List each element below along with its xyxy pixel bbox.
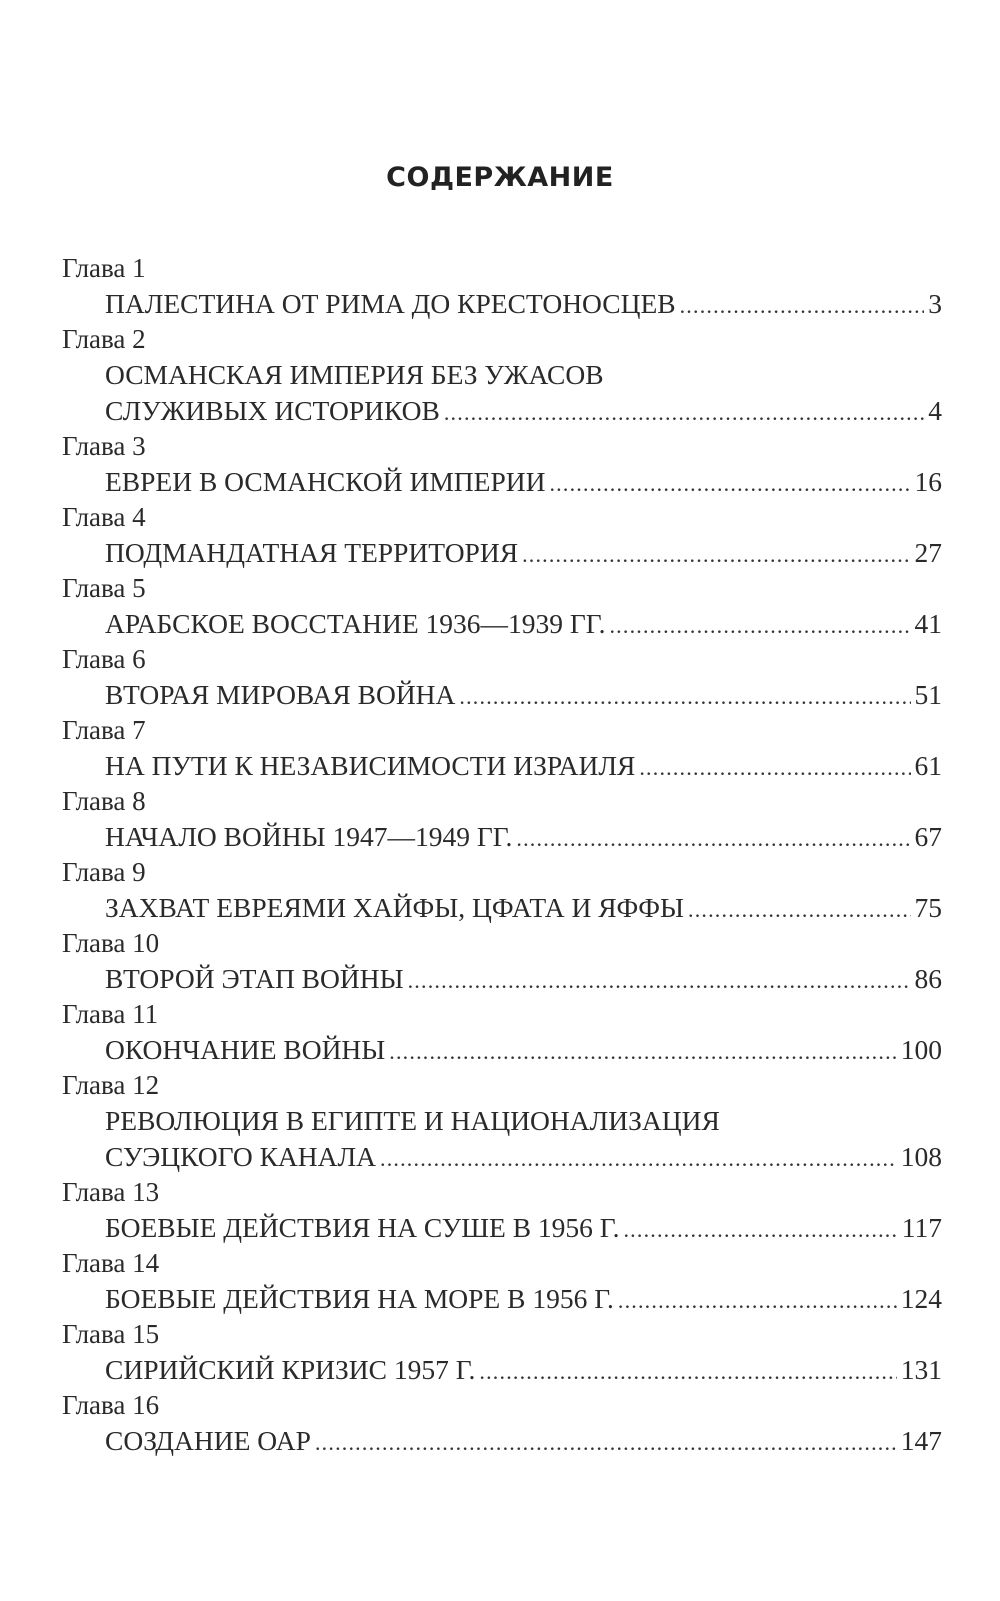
- chapter-title-last-line: [105, 677, 942, 713]
- chapter-title: [62, 1103, 942, 1175]
- toc-entry[interactable]: [62, 251, 942, 322]
- chapter-title: [62, 748, 942, 784]
- table-of-contents: [62, 251, 942, 1459]
- chapter-title-last-line: [105, 535, 942, 571]
- chapter-title-line: СЛУЖИВЫХ ИСТОРИКОВ: [105, 395, 440, 426]
- toc-entry[interactable]: [62, 926, 942, 997]
- chapter-label: Глава 15: [62, 1319, 160, 1349]
- chapter-title-line: БОЕВЫЕ ДЕЙСТВИЯ НА МОРЕ В 1956 Г.: [105, 1283, 614, 1314]
- chapter-label: Глава 3: [62, 431, 146, 461]
- chapter-title-last-line: [105, 1281, 942, 1317]
- page-title: СОДЕРЖАНИЕ: [386, 162, 614, 193]
- page-number: 3: [928, 288, 942, 319]
- chapter-title-last-line: [105, 286, 942, 322]
- chapter-title-last-line: [105, 890, 942, 926]
- chapter-title: [62, 286, 942, 322]
- chapter-label: Глава 16: [62, 1390, 160, 1420]
- chapter-label: Глава 8: [62, 786, 146, 816]
- dot-leader: [315, 1425, 897, 1461]
- page-number: 75: [914, 892, 942, 923]
- chapter-title: [62, 677, 942, 713]
- dot-leader: [516, 821, 910, 857]
- page-number: 61: [914, 750, 942, 781]
- chapter-title-line: ВТОРАЯ МИРОВАЯ ВОЙНА: [105, 679, 456, 710]
- toc-entry[interactable]: [62, 713, 942, 784]
- page-number: 86: [914, 963, 942, 994]
- chapter-title-last-line: [105, 464, 942, 500]
- chapter-label: Глава 14: [62, 1248, 160, 1278]
- toc-entry[interactable]: [62, 1317, 942, 1388]
- chapter-title: [62, 464, 942, 500]
- chapter-title-last-line: [105, 748, 942, 784]
- page-number: 4: [928, 395, 942, 426]
- chapter-label: Глава 7: [62, 715, 146, 745]
- chapter-title: [62, 1210, 942, 1246]
- chapter-title-line: ЗАХВАТ ЕВРЕЯМИ ХАЙФЫ, ЦФАТА И ЯФФЫ: [105, 892, 684, 923]
- chapter-title-line: РЕВОЛЮЦИЯ В ЕГИПТЕ И НАЦИОНАЛИЗАЦИЯ: [105, 1105, 720, 1136]
- dot-leader: [380, 1141, 897, 1177]
- dot-leader: [688, 892, 911, 928]
- chapter-title: [62, 961, 942, 997]
- dot-leader: [459, 679, 910, 715]
- chapter-title: [62, 606, 942, 642]
- chapter-title-line: ОСМАНСКАЯ ИМПЕРИЯ БЕЗ УЖАСОВ: [105, 359, 604, 390]
- chapter-label: Глава 13: [62, 1177, 160, 1207]
- chapter-label: Глава 9: [62, 857, 146, 887]
- chapter-title-last-line: [105, 1032, 942, 1068]
- chapter-title-line: БОЕВЫЕ ДЕЙСТВИЯ НА СУШЕ В 1956 Г.: [105, 1212, 620, 1243]
- dot-leader: [623, 1212, 897, 1248]
- dot-leader: [479, 1354, 896, 1390]
- dot-leader: [680, 288, 925, 324]
- chapter-title: [62, 1423, 942, 1459]
- chapter-title-line: СУЭЦКОГО КАНАЛА: [105, 1141, 376, 1172]
- page-number: 41: [914, 608, 942, 639]
- chapter-title-last-line: [105, 1210, 942, 1246]
- chapter-title-last-line: [105, 606, 942, 642]
- chapter-title-line: ПАЛЕСТИНА ОТ РИМА ДО КРЕСТОНОСЦЕВ: [105, 288, 676, 319]
- chapter-title-line: ПОДМАНДАТНАЯ ТЕРРИТОРИЯ: [105, 537, 519, 568]
- page-number: 67: [914, 821, 942, 852]
- chapter-title-last-line: [105, 393, 942, 429]
- chapter-title-line: НАЧАЛО ВОЙНЫ 1947—1949 ГГ.: [105, 821, 513, 852]
- dot-leader: [522, 537, 910, 573]
- chapter-title-line: АРАБСКОЕ ВОССТАНИЕ 1936—1939 ГГ.: [105, 608, 606, 639]
- toc-entry[interactable]: [62, 784, 942, 855]
- toc-entry[interactable]: [62, 997, 942, 1068]
- dot-leader: [444, 395, 924, 431]
- chapter-label: Глава 10: [62, 928, 160, 958]
- chapter-title-last-line: [105, 819, 942, 855]
- toc-entry[interactable]: [62, 571, 942, 642]
- chapter-title: [62, 1281, 942, 1317]
- toc-entry[interactable]: [62, 642, 942, 713]
- page-number: 124: [900, 1283, 942, 1314]
- chapter-title-line: ВТОРОЙ ЭТАП ВОЙНЫ: [105, 963, 404, 994]
- chapter-title-last-line: [105, 961, 942, 997]
- dot-leader: [639, 750, 910, 786]
- chapter-title: [62, 1032, 942, 1068]
- page-number: 131: [900, 1354, 942, 1385]
- chapter-label: Глава 12: [62, 1070, 160, 1100]
- chapter-title-line: СИРИЙСКИЙ КРИЗИС 1957 Г.: [105, 1354, 476, 1385]
- page-number: 51: [914, 679, 942, 710]
- dot-leader: [389, 1034, 896, 1070]
- toc-entry[interactable]: [62, 322, 942, 429]
- chapter-label: Глава 5: [62, 573, 146, 603]
- toc-entry[interactable]: [62, 429, 942, 500]
- chapter-title-last-line: [105, 1352, 942, 1388]
- toc-entry[interactable]: [62, 500, 942, 571]
- page-number: 100: [900, 1034, 942, 1065]
- toc-entry[interactable]: [62, 1246, 942, 1317]
- toc-entry[interactable]: [62, 1175, 942, 1246]
- chapter-label: Глава 4: [62, 502, 146, 532]
- chapter-title-last-line: [105, 1423, 942, 1459]
- toc-entry[interactable]: [62, 855, 942, 926]
- chapter-label: Глава 6: [62, 644, 146, 674]
- page-number: 117: [901, 1212, 942, 1243]
- toc-entry[interactable]: [62, 1068, 942, 1175]
- chapter-title-line: НА ПУТИ К НЕЗАВИСИМОСТИ ИЗРАИЛЯ: [105, 750, 636, 781]
- dot-leader: [618, 1283, 897, 1319]
- chapter-label: Глава 2: [62, 324, 146, 354]
- chapter-title: [62, 890, 942, 926]
- chapter-title-line: ЕВРЕИ В ОСМАНСКОЙ ИМПЕРИИ: [105, 466, 546, 497]
- chapter-label: Глава 11: [62, 999, 159, 1029]
- chapter-title-last-line: [105, 1139, 942, 1175]
- chapter-title-line: СОЗДАНИЕ ОАР: [105, 1425, 311, 1456]
- dot-leader: [549, 466, 910, 502]
- page-number: 16: [914, 466, 942, 497]
- page-number: 108: [900, 1141, 942, 1172]
- chapter-title: [62, 357, 942, 429]
- chapter-title: [62, 535, 942, 571]
- page-number: 27: [914, 537, 942, 568]
- chapter-title-line: ОКОНЧАНИЕ ВОЙНЫ: [105, 1034, 386, 1065]
- dot-leader: [609, 608, 910, 644]
- chapter-title: [62, 819, 942, 855]
- chapter-title: [62, 1352, 942, 1388]
- toc-entry[interactable]: [62, 1388, 942, 1459]
- chapter-label: Глава 1: [62, 253, 146, 283]
- page-number: 147: [900, 1425, 942, 1456]
- dot-leader: [408, 963, 911, 999]
